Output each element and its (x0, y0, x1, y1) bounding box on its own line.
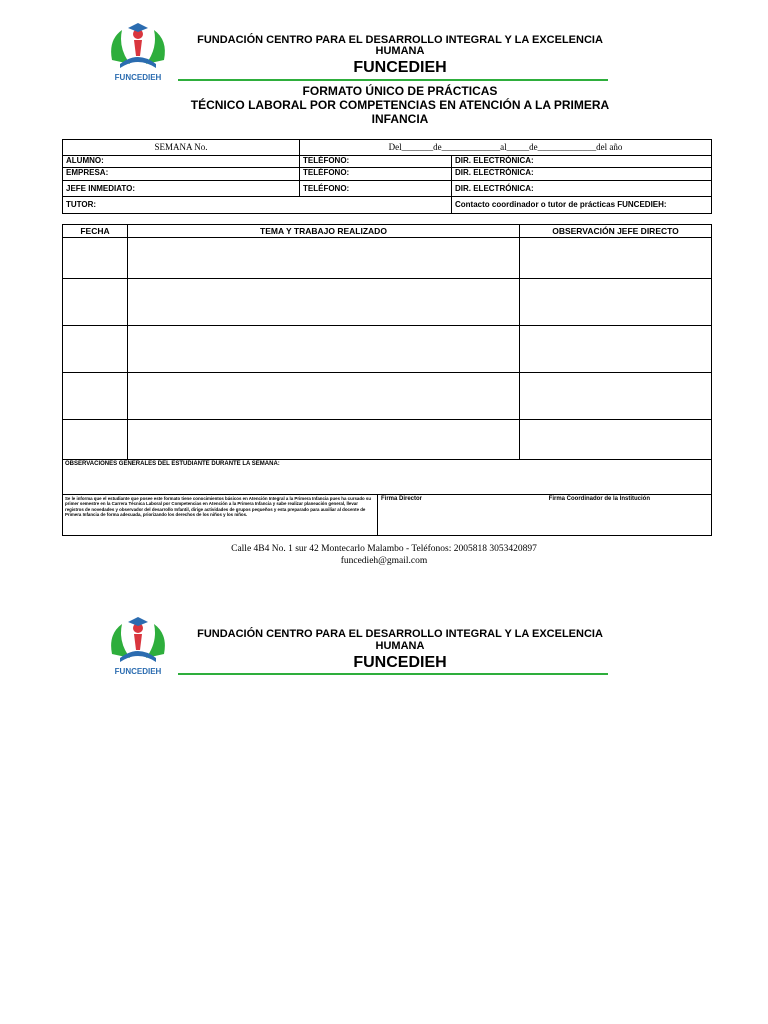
header-divider (178, 79, 608, 81)
obs-cell[interactable] (520, 326, 712, 373)
tutor-field[interactable]: TUTOR: (63, 197, 452, 214)
tema-cell[interactable] (128, 238, 520, 279)
form-title-1: FORMATO ÚNICO DE PRÁCTICAS (302, 84, 498, 98)
signature-table (62, 494, 712, 536)
jefe-email[interactable]: DIR. ELECTRÓNICA: (452, 181, 712, 197)
obs-cell[interactable] (520, 238, 712, 279)
obs-cell[interactable] (520, 420, 712, 460)
logo-text: FUNCEDIEH (114, 73, 162, 82)
alumno-field[interactable]: ALUMNO: (63, 156, 300, 168)
student-info-table (62, 139, 712, 214)
form-title-2: TÉCNICO LABORAL POR COMPETENCIAS EN ATENCIÓN A LA PRIMERA (190, 98, 610, 112)
table-row (63, 279, 712, 326)
certification-cell (63, 495, 378, 536)
logo-text: FUNCEDIEH (114, 667, 162, 676)
semana-label[interactable]: SEMANA No. (63, 140, 300, 156)
weekly-log-table (62, 224, 712, 495)
obs-cell[interactable] (520, 373, 712, 420)
header-divider (178, 673, 608, 675)
observaciones-label: OBSERVACIONES GENERALES DEL ESTUDIANTE DURANTE LA SEMANA: (65, 461, 280, 467)
org-name-line2: HUMANA (375, 640, 425, 652)
observaciones-generales[interactable] (63, 460, 712, 495)
firma-director-label: Firma Director (381, 496, 423, 502)
org-name-line2: HUMANA (375, 45, 425, 57)
fecha-cell[interactable] (63, 420, 128, 460)
org-name-line1: FUNDACIÓN CENTRO PARA EL DESARROLLO INTEGRAL Y LA EXCELENCIA (197, 628, 603, 640)
fecha-cell[interactable] (63, 279, 128, 326)
brand-name: FUNCEDIEH (353, 59, 447, 76)
table-row (63, 238, 712, 279)
table-row (63, 373, 712, 420)
footer-email: funcedieh@gmail.com (340, 556, 428, 566)
tema-cell[interactable] (128, 279, 520, 326)
tema-cell[interactable] (128, 326, 520, 373)
fecha-cell[interactable] (63, 326, 128, 373)
contacto-field[interactable]: Contacto coordinador o tutor de prácticas FUNCEDIEH: (452, 197, 712, 214)
table-row (63, 326, 712, 373)
col-tema: TEMA Y TRABAJO REALIZADO (128, 225, 520, 238)
alumno-telefono[interactable]: TELÉFONO: (300, 156, 452, 168)
obs-cell[interactable] (520, 279, 712, 326)
footer-address: Calle 4B4 No. 1 sur 42 Montecarlo Malambo - Teléfonos: 2005818 3053420897 (231, 544, 537, 554)
fecha-cell[interactable] (63, 238, 128, 279)
certification-text: Se le informa que el estudiante que posee este formato tiene conocimientos básicos en Atención Integral a la Primera Infancia pues ha cursado su primer semestre en la Carrera Técnica Laboral por Competencias en Atención a la Primera Infancia y sabe realizar planeación general, llevar registros de novedades y observador del desarrollo Infantil, dirige actividades de grupos pequeños y esta preparado para auxiliar al docente de Primera Infancia de forma adecuada, priorizando los derechos de los niños y los niños. (65, 496, 372, 518)
fecha-cell[interactable] (63, 373, 128, 420)
tema-cell[interactable] (128, 373, 520, 420)
table-row (63, 420, 712, 460)
jefe-field[interactable]: JEFE INMEDIATO: (63, 181, 300, 197)
org-name-line1: FUNDACIÓN CENTRO PARA EL DESARROLLO INTEGRAL Y LA EXCELENCIA (197, 34, 603, 46)
date-range[interactable]: Del_______de_____________al_____de_____________del año (300, 140, 712, 156)
firma-coordinador-label: Firma Coordinador de la Institución (548, 496, 650, 502)
form-title-3: INFANCIA (371, 112, 429, 126)
col-observacion: OBSERVACIÓN JEFE DIRECTO (520, 225, 712, 238)
jefe-telefono[interactable]: TELÉFONO: (300, 181, 452, 197)
signature-area[interactable] (378, 495, 712, 536)
empresa-telefono[interactable]: TELÉFONO: (300, 168, 452, 181)
col-fecha: FECHA (63, 225, 128, 238)
brand-name: FUNCEDIEH (353, 654, 447, 671)
alumno-email[interactable]: DIR. ELECTRÓNICA: (452, 156, 712, 168)
tema-cell[interactable] (128, 420, 520, 460)
empresa-field[interactable]: EMPRESA: (63, 168, 300, 181)
empresa-email[interactable]: DIR. ELECTRÓNICA: (452, 168, 712, 181)
